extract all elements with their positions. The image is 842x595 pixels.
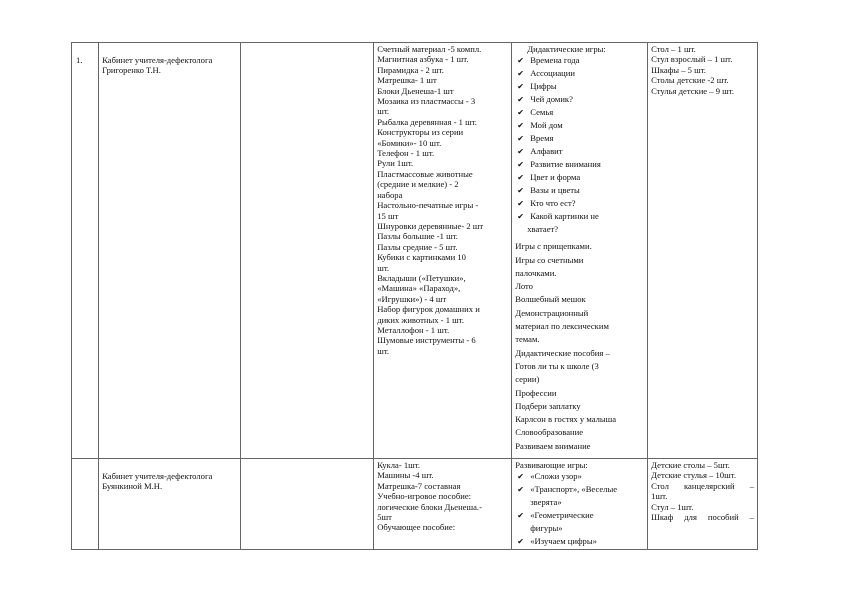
- games-checklist-continuation: хватает?: [527, 224, 559, 234]
- checklist-item: [515, 106, 644, 119]
- list-item: Пирамидка - 2 шт.: [377, 64, 444, 75]
- list-item: Пазлы средние - 5 шт.: [377, 241, 458, 252]
- list-item: Магнитная азбука - 1 шт.: [377, 54, 469, 65]
- checklist-item: [515, 509, 644, 522]
- check-mark-icon: ✔: [517, 69, 524, 78]
- checklist-item-label: Алфавит: [530, 146, 563, 156]
- empty-cell: [241, 459, 374, 550]
- list-item: Настольно-печатные игры -: [377, 200, 479, 211]
- list-item: 1шт.: [651, 491, 668, 502]
- games-cell: [512, 43, 648, 459]
- checklist-item-label: Чей домик?: [530, 94, 573, 104]
- list-item: Лото: [515, 281, 533, 292]
- checklist-item-label: «Сложи узор»: [530, 471, 582, 482]
- games-title: Дидактические игры:: [527, 44, 606, 54]
- list-item: Профессии: [515, 387, 557, 398]
- list-item: Игры со счетными: [515, 254, 584, 265]
- checklist-item-label: Время: [530, 133, 554, 143]
- list-item: Пазлы большие -1 шт.: [377, 231, 458, 242]
- check-mark-icon: ✔: [517, 199, 524, 208]
- games-checklist: [515, 470, 644, 548]
- list-item: материал по лексическим: [515, 321, 609, 332]
- list-item: Металлофон - 1 шт.: [377, 324, 450, 335]
- list-item: Шнуровки деревянные- 2 шт: [377, 220, 484, 231]
- list-item: Учебно-игровое пособие:: [377, 491, 472, 502]
- checklist-item: [515, 119, 644, 132]
- check-mark-icon: ✔: [517, 121, 524, 130]
- list-item: Матрешка- 1 шт: [377, 75, 437, 86]
- row-number: 1.: [76, 55, 83, 65]
- list-item: 15 шт: [377, 210, 399, 221]
- checklist-item-label: Ассоциации: [530, 68, 575, 78]
- list-item: «Игрушки») - 4 шт: [377, 293, 447, 304]
- checklist-item: [515, 496, 644, 509]
- checklist-item-label: зверята»: [530, 497, 562, 508]
- list-item: Стул взрослый – 1 шт.: [651, 54, 733, 65]
- room-name-line: Буянкиной М.Н.: [102, 481, 163, 492]
- games-cell: [512, 459, 648, 550]
- table-row: [72, 43, 758, 459]
- checklist-item-label: Цвет и форма: [530, 172, 581, 182]
- list-item: диких животных - 1 шт.: [377, 314, 465, 325]
- list-item: Детские столы – 5шт.: [651, 460, 730, 470]
- list-item: Конструкторы из серии: [377, 127, 464, 138]
- check-mark-icon: ✔: [517, 537, 524, 547]
- games-other-list: [515, 240, 644, 453]
- checklist-item: [515, 483, 644, 496]
- room-name: [102, 55, 237, 76]
- games-checklist: [515, 54, 644, 223]
- checklist-item: [515, 158, 644, 171]
- list-item: Машины -4 шт.: [377, 470, 434, 481]
- checklist-item-label: Вазы и цветы: [530, 185, 580, 195]
- checklist-item: [515, 93, 644, 106]
- checklist-item: [515, 80, 644, 93]
- list-item: Мозаика из пластмассы - 3: [377, 96, 476, 107]
- list-item: Стол канцелярский –: [651, 480, 754, 491]
- checklist-item: [515, 535, 644, 548]
- checklist-item: [515, 470, 644, 483]
- row-number-cell: [72, 459, 99, 550]
- checklist-item-label: Семья: [530, 107, 554, 117]
- check-mark-icon: ✔: [517, 108, 524, 117]
- list-item: Счетный материал -5 компл.: [377, 44, 482, 54]
- checklist-item: [515, 132, 644, 145]
- list-item: серии): [515, 374, 540, 385]
- checklist-item-label: «Геометрические: [530, 510, 594, 521]
- check-mark-icon: ✔: [517, 56, 524, 65]
- checklist-item: [515, 145, 644, 158]
- list-item: Волшебный мешок: [515, 294, 586, 305]
- checklist-item: [515, 522, 644, 535]
- list-item: Дидактические пособия –: [515, 347, 610, 358]
- list-item: Карлсон в гостях у малыша: [515, 414, 617, 425]
- checklist-item: [515, 197, 644, 210]
- room-name: [102, 471, 237, 492]
- room-name-line: Кабинет учителя-дефектолога: [102, 55, 213, 65]
- room-name-line: Кабинет учителя-дефектолога: [102, 471, 213, 481]
- table-row: [72, 459, 758, 550]
- list-item: палочками.: [515, 267, 557, 278]
- list-item: Кукла- 1шт.: [377, 460, 421, 470]
- list-item: Блоки Дьенеша-1 шт: [377, 85, 454, 96]
- list-item: темам.: [515, 334, 540, 345]
- list-item: Стол – 1 шт.: [651, 44, 696, 54]
- checklist-item: [515, 54, 644, 67]
- check-mark-icon: ✔: [517, 82, 524, 91]
- materials-list: [377, 44, 508, 356]
- list-item: Подбери заплатку: [515, 400, 581, 411]
- room-name-line: Григоренко Т.Н.: [102, 65, 161, 76]
- list-item: набора: [377, 189, 403, 200]
- list-item: Шкафы – 5 шт.: [651, 64, 706, 75]
- checklist-item: [515, 184, 644, 197]
- checklist-item-label: «Транспорт», «Веселые: [530, 484, 618, 495]
- list-item: Телефон - 1 шт.: [377, 148, 435, 159]
- list-item: Игры с прищепками.: [515, 241, 592, 252]
- furniture-cell: [648, 43, 758, 459]
- check-mark-icon: ✔: [517, 485, 524, 495]
- check-mark-icon: ✔: [517, 147, 524, 156]
- list-item: Стулья детские – 9 шт.: [651, 85, 735, 96]
- check-mark-icon: ✔: [517, 511, 524, 521]
- checklist-item: [515, 67, 644, 80]
- list-item: Кубики с картинками 10: [377, 252, 466, 263]
- list-item: Шумовые инструменты - 6: [377, 335, 476, 346]
- furniture-list: [651, 44, 754, 96]
- list-item: Матрешка-7 составная: [377, 480, 461, 491]
- materials-cell: [374, 43, 512, 459]
- list-item: Словообразование: [515, 427, 584, 438]
- games-title: Развивающие игры:: [515, 460, 588, 470]
- list-item: Рыбалка деревянная - 1 шт.: [377, 116, 477, 127]
- furniture-list: [651, 460, 754, 522]
- check-mark-icon: ✔: [517, 134, 524, 143]
- checklist-item-label: Какой картинки не: [530, 211, 599, 221]
- room-cell: [99, 459, 241, 550]
- check-mark-icon: ✔: [517, 212, 524, 221]
- checklist-item-label: фигуры»: [530, 523, 563, 534]
- check-mark-icon: ✔: [517, 95, 524, 104]
- list-item: Столы детские -2 шт.: [651, 75, 729, 86]
- checklist-item-label: Времена года: [530, 55, 580, 65]
- list-item: шт.: [377, 345, 390, 356]
- list-item: 5шт: [377, 512, 392, 523]
- checklist-item-label: Мой дом: [530, 120, 563, 130]
- checklist-item-label: Цифры: [530, 81, 557, 91]
- materials-cell: [374, 459, 512, 550]
- check-mark-icon: ✔: [517, 472, 524, 482]
- materials-list: [377, 460, 508, 533]
- empty-cell: [241, 43, 374, 459]
- checklist-item-label: Развитие внимания: [530, 159, 601, 169]
- list-item: «Бомики»- 10 шт.: [377, 137, 442, 148]
- row-number-cell: [72, 43, 99, 459]
- room-cell: [99, 43, 241, 459]
- checklist-item: [515, 210, 644, 223]
- list-item: Демонстрационный: [515, 307, 589, 318]
- list-item: Развиваем внимание: [515, 440, 591, 451]
- list-item: «Машина» «Параход»,: [377, 283, 461, 294]
- list-item: (средние и мелкие) - 2: [377, 179, 459, 190]
- list-item: Вкладыши («Петушки»,: [377, 272, 466, 283]
- list-item: Набор фигурок домашних и: [377, 304, 480, 315]
- check-mark-icon: ✔: [517, 160, 524, 169]
- list-item: Готов ли ты к школе (3: [515, 360, 599, 371]
- list-item: Рули 1шт.: [377, 158, 414, 169]
- checklist-item-label: Кто что ест?: [530, 198, 576, 208]
- list-item: Обучающее пособие:: [377, 522, 456, 533]
- list-item: Детские стулья – 10шт.: [651, 470, 736, 481]
- check-mark-icon: ✔: [517, 173, 524, 182]
- list-item: Пластмассовые животные: [377, 168, 473, 179]
- equipment-table: [71, 42, 758, 550]
- list-item: Стул – 1шт.: [651, 501, 694, 512]
- checklist-item: [515, 171, 644, 184]
- check-mark-icon: ✔: [517, 186, 524, 195]
- list-item: шт.: [377, 106, 390, 117]
- checklist-item-label: «Изучаем цифры»: [530, 536, 597, 547]
- list-item: шт.: [377, 262, 390, 273]
- list-item: логические блоки Дьенеша.-: [377, 501, 482, 512]
- list-item: Шкаф для пособий –: [651, 512, 754, 523]
- furniture-cell: [648, 459, 758, 550]
